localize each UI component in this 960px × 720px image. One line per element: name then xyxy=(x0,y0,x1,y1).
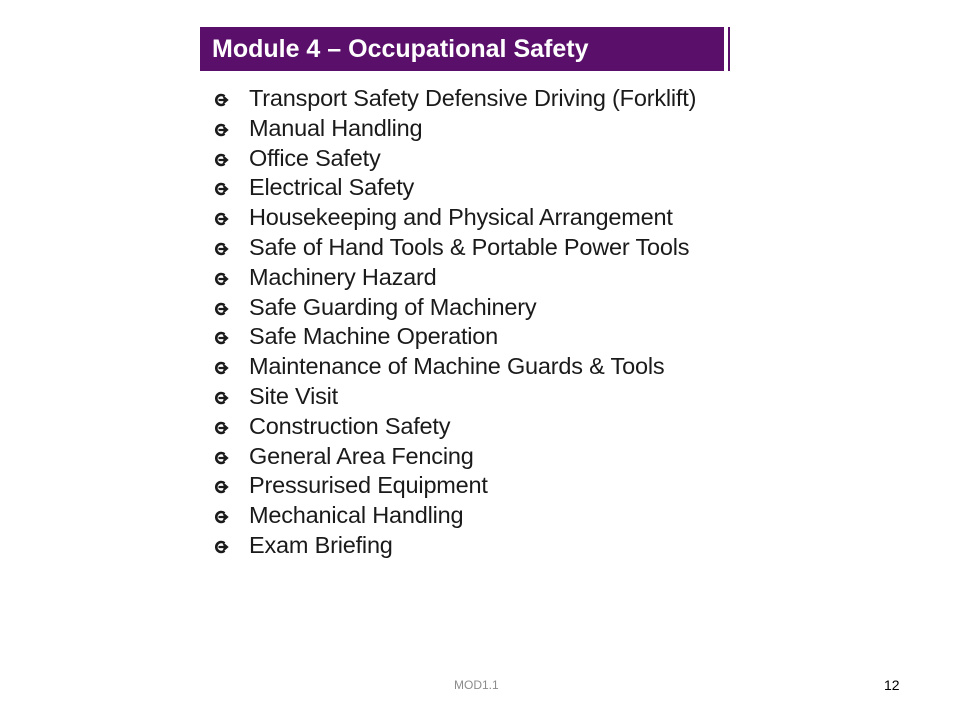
arrow-circle-icon xyxy=(214,391,229,405)
list-item xyxy=(214,501,714,531)
list-item xyxy=(214,412,714,442)
title-banner xyxy=(200,27,727,71)
page-title: Module 4 – Occupational Safety xyxy=(212,35,589,63)
list-item xyxy=(214,144,714,174)
list-item xyxy=(214,442,714,472)
list-item xyxy=(214,114,714,144)
list-item-text: Transport Safety Defensive Driving (Forklift) xyxy=(249,85,697,111)
page-number: 12 xyxy=(884,677,900,693)
arrow-circle-icon xyxy=(214,272,229,286)
list-item-text: Pressurised Equipment xyxy=(249,472,488,499)
arrow-circle-icon xyxy=(214,302,229,316)
list-item-text: Manual Handling xyxy=(249,114,423,141)
list-item xyxy=(214,84,714,114)
arrow-circle-icon xyxy=(214,451,229,465)
list-item xyxy=(214,263,714,293)
list-item-text: General Area Fencing xyxy=(249,442,474,469)
list-item-text: Construction Safety xyxy=(249,412,451,439)
list-item xyxy=(214,233,714,263)
arrow-circle-icon xyxy=(214,480,229,494)
list-item-text: Office Safety xyxy=(249,144,381,171)
list-item-text: Machinery Hazard xyxy=(249,263,437,290)
list-item xyxy=(214,203,714,233)
arrow-circle-icon xyxy=(214,93,229,107)
list-item xyxy=(214,382,714,412)
arrow-circle-icon xyxy=(214,331,229,345)
arrow-circle-icon xyxy=(214,242,229,256)
list-item xyxy=(214,293,714,323)
list-item-text: Mechanical Handling xyxy=(249,502,464,529)
list-item xyxy=(214,173,714,203)
arrow-circle-icon xyxy=(214,361,229,375)
list-item-text: Exam Briefing xyxy=(249,531,393,558)
topic-list xyxy=(214,84,714,561)
arrow-circle-icon xyxy=(214,182,229,196)
list-item-text: Safe Guarding of Machinery xyxy=(249,293,537,320)
list-item-text: Maintenance of Machine Guards & Tools xyxy=(249,353,665,380)
arrow-circle-icon xyxy=(214,212,229,226)
list-item-text: Safe Machine Operation xyxy=(249,323,499,350)
list-item-text: Electrical Safety xyxy=(249,174,415,201)
list-item-text: Site Visit xyxy=(249,382,338,409)
arrow-circle-icon xyxy=(214,123,229,137)
list-item-text: Housekeeping and Physical Arrangement xyxy=(249,204,673,231)
list-item-text: Safe of Hand Tools & Portable Power Tools xyxy=(249,233,690,260)
arrow-circle-icon xyxy=(214,421,229,435)
arrow-circle-icon xyxy=(214,153,229,167)
list-item xyxy=(214,531,714,561)
list-item xyxy=(214,471,714,501)
list-item xyxy=(214,352,714,382)
footer-code: MOD1.1 xyxy=(454,678,499,692)
arrow-circle-icon xyxy=(214,540,229,554)
arrow-circle-icon xyxy=(214,510,229,524)
list-item xyxy=(214,322,714,352)
